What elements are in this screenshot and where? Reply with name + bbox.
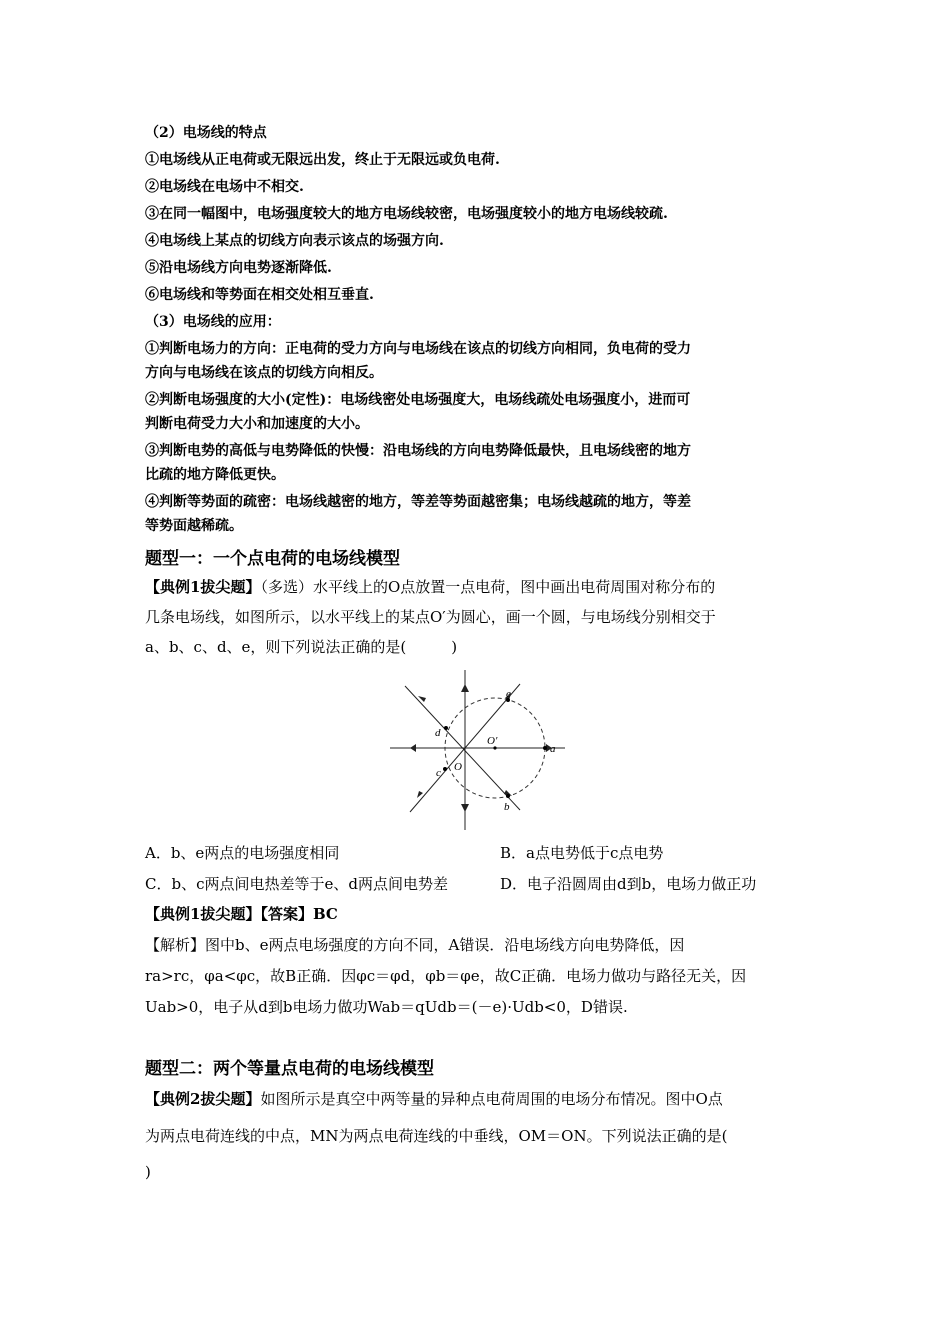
type1-question-text: （多选）水平线上的O点放置一点电荷，图中画出电荷周围对称分布的 [260,578,716,596]
type1-question-line: a、b、c、d、e，则下列说法正确的是( ) [145,638,458,656]
point-d [444,726,448,730]
application-item-cont: 方向与电场线在该点的切线方向相反。 [145,365,383,381]
type2-question-line: 为两点电荷连线的中点，MN为两点电荷连线的中垂线，OM＝ON。下列说法正确的是( [145,1127,728,1145]
label-e: e [506,688,511,700]
arrow-icon [410,744,416,752]
label-a: a [550,743,556,755]
option-d: D．电子沿圆周由d到b，电场力做正功 [500,875,757,893]
type1-analysis-line: ra>rc，φa<φc，故B正确．因φc＝φd，φb＝φe，故C正确．电场力做功与路径无关，因 [145,967,747,985]
option-c: C．b、c两点间电热差等于e、d两点间电势差 [145,875,448,893]
label-O-prime: O′ [487,735,498,747]
feature-item: ②电场线在电场中不相交. [145,179,304,195]
application-item: ①判断电场力的方向：正电荷的受力方向与电场线在该点的切线方向相同，负电荷的受力 [145,341,691,357]
application-item-cont: 等势面越稀疏。 [145,518,243,534]
feature-item: ③在同一幅图中，电场强度较大的地方电场线较密，电场强度较小的地方电场线较疏. [145,206,668,222]
feature-item: ⑤沿电场线方向电势逐渐降低. [145,260,332,276]
type2-question-line [145,1089,723,1109]
application-item-cont: 判断电荷受力大小和加速度的大小。 [145,416,369,432]
application-item: ④判断等势面的疏密：电场线越密的地方，等差等势面越密集；电场线越疏的地方，等差 [145,494,691,510]
label-b: b [504,801,510,813]
application-item: ②判断电场强度的大小(定性)：电场线密处电场强度大，电场线疏处电场强度小，进而可 [145,392,691,408]
type2-question-line: ) [145,1163,151,1181]
applications-title: （3）电场线的应用： [145,314,281,330]
type1-question-line: 几条电场线，如图所示，以水平线上的某点O′为圆心，画一个圆，与电场线分别相交于 [145,608,716,626]
type1-question-line [145,577,715,597]
point-c [443,767,447,771]
arrow-icon [461,684,469,692]
type1-answer: 【典例1拔尖题】【答案】BC [145,905,338,923]
type1-analysis-line: Uab>0，电子从d到b电场力做功Wab＝qUdb＝(－e)·Udb<0，D错误. [145,998,628,1016]
type2-question-tag: 【典例2拔尖题】 [145,1090,261,1108]
label-O: O [454,761,462,773]
application-item-cont: 比疏的地方降低更快。 [145,467,285,483]
label-d: d [435,727,441,739]
feature-item: ④电场线上某点的切线方向表示该点的场强方向. [145,233,444,249]
electric-field-figure [380,662,580,834]
feature-item: ⑥电场线和等势面在相交处相互垂直. [145,287,374,303]
type1-heading: 题型一：一个点电荷的电场线模型 [145,549,400,569]
feature-item: ①电场线从正电荷或无限远出发，终止于无限远或负电荷. [145,152,500,168]
type1-analysis-line: 【解析】图中b、e两点电场强度的方向不同，A错误．沿电场线方向电势降低，因 [145,936,685,954]
label-c: c [436,767,441,779]
features-title: （2）电场线的特点 [145,125,267,141]
application-item: ③判断电势的高低与电势降低的快慢：沿电场线的方向电势降低最快，且电场线密的地方 [145,443,691,459]
option-b: B．a点电势低于c点电势 [500,844,664,862]
arrow-icon [461,804,469,812]
option-a: A．b、e两点的电场强度相同 [145,844,340,862]
type1-question-tag: 【典例1拔尖题】 [145,578,261,596]
point-b [506,794,510,798]
point-a [543,746,547,750]
type2-heading: 题型二：两个等量点电荷的电场线模型 [145,1059,434,1079]
arrow-icon [417,791,423,798]
type2-question-text: 如图所示是真空中两等量的异种点电荷周围的电场分布情况。图中O点 [260,1090,723,1108]
